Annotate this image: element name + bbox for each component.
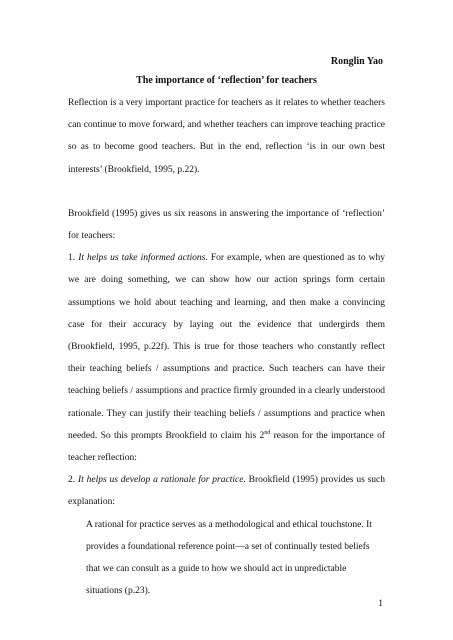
author-name: Ronglin Yao — [330, 56, 383, 67]
reason-2-text: . Brookfield (1995) provides us such explanation: — [68, 475, 386, 508]
reason-1-paragraph — [68, 247, 385, 469]
reason-1-tail: reason for the importance of teacher reflection: — [68, 430, 385, 464]
paragraph-spacer — [68, 181, 385, 203]
reason-1-number: 1. — [68, 253, 76, 264]
page-number: 1 — [378, 599, 383, 609]
document-title: The importance of ‘reflection’ for teachers — [136, 75, 317, 86]
reason-2-paragraph — [68, 469, 385, 513]
reasons-intro-paragraph: Brookfield (1995) gives us six reasons in answering the importance of ‘reflection’ for teachers: — [68, 208, 385, 242]
document-body — [68, 92, 385, 602]
ordinal-superscript: nd — [264, 429, 271, 436]
block-quote: A rational for practice serves as a methodological and ethical touchstone. It provides a foundational reference point—a set of continually tested beliefs that we can consult as a guide to how we should act in unpredictable situations (p.23). — [86, 519, 372, 597]
reason-2-heading: It helps us develop a rationale for practice — [77, 475, 244, 486]
intro-paragraph: Reflection is a very important practice for teachers as it relates to whether teachers can continue to move forward, and whether teachers can improve teaching practice so as to become good teachers. But in the end, reflection ‘is in our own best interests’ (Brookfield, 1995, p.22). — [68, 98, 385, 175]
reason-2-number: 2. — [68, 475, 76, 486]
reason-1-text: . For example, when are questioned as to why we are doing something, we can show how our action springs form certain assumptions we hold about teaching and learning, and then make a convincing case for their accuracy by laying out the evidence that undergirds them (Brookfield, 1995, p.22f). This is true for those teachers who constantly reflect their teaching beliefs / assumptions and practice. Such teachers can have their teaching beliefs / assumptions and practice firmly grounded in a clearly understood rationale. They can justify their teaching beliefs / assumptions and practice when needed. So this prompts Brookfield to claim his 2 — [68, 253, 385, 441]
reason-1-heading: It helps us take informed actions — [78, 253, 206, 264]
